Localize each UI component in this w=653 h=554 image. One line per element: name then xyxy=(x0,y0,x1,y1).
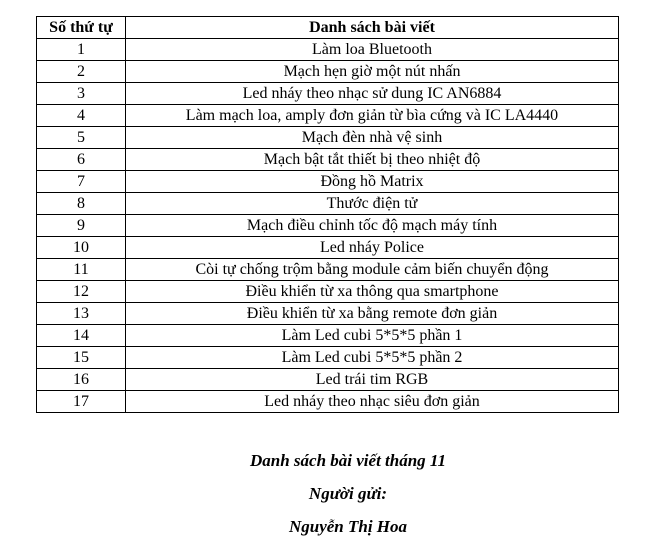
article-title: Điều khiển từ xa thông qua smartphone xyxy=(126,281,619,303)
table-row xyxy=(37,127,619,149)
sender-label: Người gửi: xyxy=(308,484,388,503)
table-header-row xyxy=(37,17,619,39)
row-number: 2 xyxy=(37,61,126,83)
table-row xyxy=(37,39,619,61)
table-row xyxy=(37,105,619,127)
article-title: Làm Led cubi 5*5*5 phần 2 xyxy=(126,347,619,369)
row-number: 4 xyxy=(37,105,126,127)
table-row xyxy=(37,347,619,369)
article-title: Còi tự chống trộm bằng module cảm biến chuyển động xyxy=(126,259,619,281)
row-number: 11 xyxy=(37,259,126,281)
table-row xyxy=(37,83,619,105)
header-order-number: Số thứ tự xyxy=(37,17,126,39)
table-row xyxy=(37,391,619,413)
row-number: 7 xyxy=(37,171,126,193)
table-row xyxy=(37,215,619,237)
row-number: 9 xyxy=(37,215,126,237)
table-row xyxy=(37,369,619,391)
table-row xyxy=(37,303,619,325)
table-row xyxy=(37,149,619,171)
article-title: Led nháy theo nhạc siêu đơn giản xyxy=(126,391,619,413)
sender-name: Nguyễn Thị Hoa xyxy=(288,517,408,536)
table-body xyxy=(37,39,619,413)
article-title: Mạch đèn nhà vệ sinh xyxy=(126,127,619,149)
table-row xyxy=(37,193,619,215)
article-title: Mạch điều chỉnh tốc độ mạch máy tính xyxy=(126,215,619,237)
article-title: Mạch bật tắt thiết bị theo nhiệt độ xyxy=(126,149,619,171)
article-title: Mạch hẹn giờ một nút nhấn xyxy=(126,61,619,83)
row-number: 5 xyxy=(37,127,126,149)
table-row xyxy=(37,325,619,347)
row-number: 16 xyxy=(37,369,126,391)
table-row xyxy=(37,281,619,303)
article-title: Led trái tim RGB xyxy=(126,369,619,391)
article-title: Led nháy Police xyxy=(126,237,619,259)
article-title: Điều khiển từ xa bằng remote đơn giản xyxy=(126,303,619,325)
row-number: 6 xyxy=(37,149,126,171)
article-title: Làm Led cubi 5*5*5 phần 1 xyxy=(126,325,619,347)
row-number: 3 xyxy=(37,83,126,105)
row-number: 17 xyxy=(37,391,126,413)
article-title: Led nháy theo nhạc sử dung IC AN6884 xyxy=(126,83,619,105)
article-title: Làm mạch loa, amply đơn giản từ bìa cứng và IC LA4440 xyxy=(126,105,619,127)
row-number: 13 xyxy=(37,303,126,325)
row-number: 8 xyxy=(37,193,126,215)
row-number: 1 xyxy=(37,39,126,61)
row-number: 14 xyxy=(37,325,126,347)
article-title: Đồng hồ Matrix xyxy=(126,171,619,193)
table-row xyxy=(37,61,619,83)
row-number: 10 xyxy=(37,237,126,259)
list-title: Danh sách bài viết tháng 11 xyxy=(249,451,446,470)
table-row xyxy=(37,237,619,259)
article-list-table xyxy=(36,16,619,413)
table-row xyxy=(37,171,619,193)
header-article-list: Danh sách bài viết xyxy=(126,17,619,39)
article-title: Thước điện tử xyxy=(126,193,619,215)
row-number: 15 xyxy=(37,347,126,369)
row-number: 12 xyxy=(37,281,126,303)
table-row xyxy=(37,259,619,281)
article-title: Làm loa Bluetooth xyxy=(126,39,619,61)
